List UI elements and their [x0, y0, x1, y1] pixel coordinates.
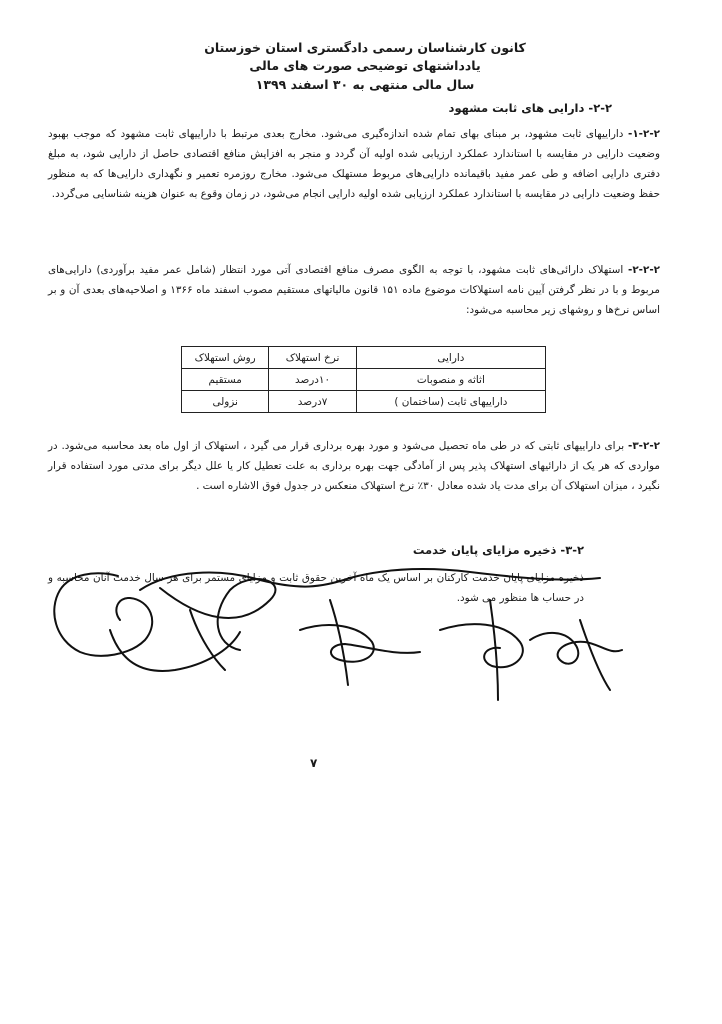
table-cell: نزولی [182, 391, 269, 413]
table-cell: مستقیم [182, 369, 269, 391]
paragraph-text: استهلاک دارائی‌های ثابت مشهود، با توجه به الگوی مصرف منافع اقتصادی آتی مورد انتظار (شامل عمر مفید برآوردی) دارایی‌های مربوط و با در نظر گرفتن آیین نامه استهلاکات موضوع ماده ۱۵۱ قانون مالیاتهای مستقیم مصوب اسفند ماه ۱۳۶۶ و اصلاحیه‌های بعدی آن و بر اساس نرخ‌ها و روشهای زیر محاسبه می‌شود: [48, 264, 660, 316]
handwritten-signatures [0, 560, 722, 720]
table-row [182, 391, 546, 413]
table-row [182, 369, 546, 391]
table-header-cell: دارایی [356, 347, 545, 369]
table-header-cell: نرخ استهلاک [269, 347, 356, 369]
paragraph-text: برای داراییهای ثابتی که در طی ماه تحصیل می‌شود و مورد بهره برداری قرار می گیرد ، استهلاک از اول ماه بعد محاسبه می‌شود. در مواردی که هر یک از دارائیهای استهلاک پذیر پس از آمادگی جهت بهره برداری به علت تعطیل کار یا علل دیگر برای مدتی مورد استفاده قرار نگیرد ، میزان استهلاک آن برای مدت یاد شده معادل ۳۰٪ نرخ استهلاک منعکس در جدول فوق الاشاره است . [48, 440, 660, 492]
table-cell: اثاثه و منصوبات [356, 369, 545, 391]
section-fixed-assets-title: ۲-۲- دارایی های ثابت مشهود [448, 101, 612, 115]
header-title: یادداشتهای توضیحی صورت های مالی [249, 58, 481, 73]
table-header-row [182, 347, 546, 369]
table-cell: داراییهای ثابت (ساختمان ) [356, 391, 545, 413]
page-number: ۷ [310, 756, 318, 770]
depreciation-table [181, 346, 546, 413]
paragraph-text: داراییهای ثابت مشهود، بر مبنای بهای تمام شده اندازه‌گیری می‌شود. مخارج بعدی مرتبط با داراییهای ثابت مشهود که موجب بهبود وضعیت دارایی در مقایسه با استاندارد عملکرد ارزیابی شده اولیه آن گردد و منجر به افزایش منافع اقتصادی حاصل از دارایی شود، به مبلغ دفتری دارایی اضافه و طی عمر مفید باقیمانده دارایی‌های مربوط مستهلک می‌شود. مخارج روزمره تعمیر و نگهداری دارایی‌ها که به منظور حفظ وضعیت دارایی در مقایسه با استاندارد عملکرد ارزیابی شده اولیه دارایی انجام می‌شود، در زمان وقوع به عنوان هزینه شناسایی می‌گردد. [48, 128, 660, 200]
paragraph-number: ۳-۲-۲- [628, 440, 660, 452]
table-cell: ۱۰درصد [269, 369, 356, 391]
paragraph-number: ۱-۲-۲- [628, 128, 660, 140]
paragraph-text: ذخیره مزایای پایان خدمت کارکنان بر اساس یک ماه آخرین حقوق ثابت و مزایای مستمر برای هر سال خدمت آنان محاسبه و در حساب ها منظور می شود. [48, 572, 584, 604]
table-cell: ۷درصد [269, 391, 356, 413]
paragraph-2-2-2 [48, 260, 660, 320]
header-fiscal-year: سال مالی منتهی به ۳۰ اسفند ۱۳۹۹ [255, 77, 475, 92]
paragraph-number: ۲-۲-۲- [628, 264, 660, 276]
table-header-cell: روش استهلاک [182, 347, 269, 369]
header-organization: کانون کارشناسان رسمی دادگستری استان خوزستان [204, 40, 526, 55]
paragraph-2-2-1 [48, 124, 660, 204]
paragraph-2-2-3 [48, 436, 660, 496]
section-severance-title: ۳-۲- ذخیره مزایای پایان خدمت [412, 543, 584, 557]
